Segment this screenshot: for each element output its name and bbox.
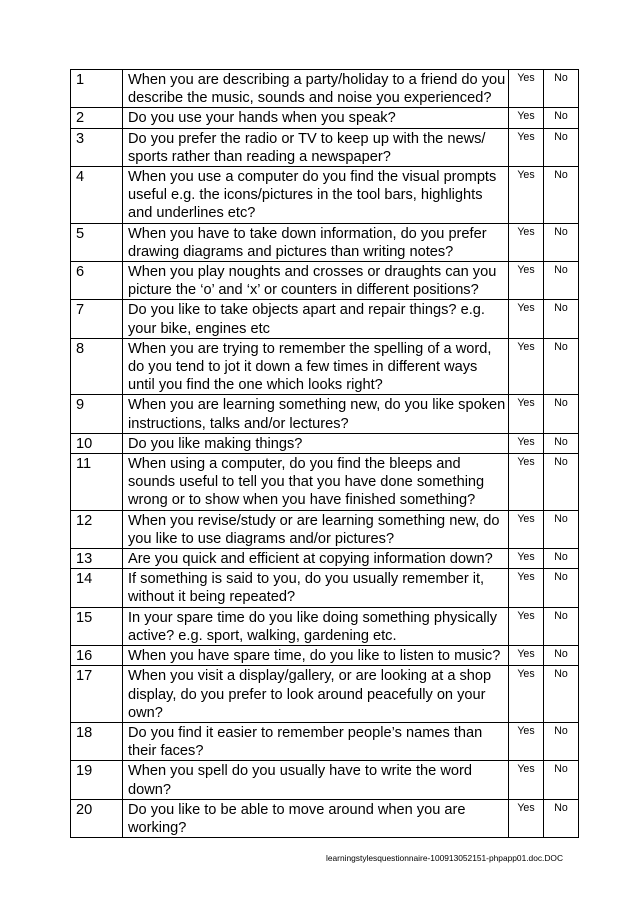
no-option[interactable]: No — [544, 300, 579, 338]
no-option[interactable]: No — [544, 262, 579, 300]
yes-option[interactable]: Yes — [509, 433, 544, 453]
table-row — [71, 338, 579, 395]
question-text: When you play noughts and crosses or draughts can you picture the ‘o’ and ‘x’ or counters in different positions? — [123, 262, 509, 300]
question-number: 7 — [71, 300, 123, 338]
no-option[interactable]: No — [544, 666, 579, 723]
question-text: When using a computer, do you find the bleeps and sounds useful to tell you that you have done something wrong or to show when you have finished something? — [123, 454, 509, 511]
table-row — [71, 549, 579, 569]
yes-option[interactable]: Yes — [509, 761, 544, 799]
question-number: 17 — [71, 666, 123, 723]
table-row — [71, 722, 579, 760]
question-number: 2 — [71, 108, 123, 128]
no-option[interactable]: No — [544, 108, 579, 128]
question-number: 19 — [71, 761, 123, 799]
question-number: 20 — [71, 799, 123, 837]
question-number: 10 — [71, 433, 123, 453]
yes-option[interactable]: Yes — [509, 167, 544, 224]
yes-option[interactable]: Yes — [509, 510, 544, 548]
yes-option[interactable]: Yes — [509, 108, 544, 128]
question-text: Do you use your hands when you speak? — [123, 108, 509, 128]
table-row — [71, 70, 579, 108]
yes-option[interactable]: Yes — [509, 722, 544, 760]
question-number: 8 — [71, 338, 123, 395]
yes-option[interactable]: Yes — [509, 395, 544, 433]
question-number: 14 — [71, 569, 123, 607]
question-number: 6 — [71, 262, 123, 300]
table-row — [71, 646, 579, 666]
question-number: 12 — [71, 510, 123, 548]
no-option[interactable]: No — [544, 128, 579, 166]
yes-option[interactable]: Yes — [509, 646, 544, 666]
table-row — [71, 454, 579, 511]
table-row — [71, 262, 579, 300]
question-number: 4 — [71, 167, 123, 224]
table-row — [71, 223, 579, 261]
question-number: 1 — [71, 70, 123, 108]
table-row — [71, 761, 579, 799]
table-row — [71, 666, 579, 723]
question-text: Do you like making things? — [123, 433, 509, 453]
question-text: When you spell do you usually have to write the word down? — [123, 761, 509, 799]
question-number: 16 — [71, 646, 123, 666]
question-text: When you are trying to remember the spelling of a word, do you tend to jot it down a few times in different ways until you find the one which looks right? — [123, 338, 509, 395]
no-option[interactable]: No — [544, 646, 579, 666]
question-text: When you have spare time, do you like to listen to music? — [123, 646, 509, 666]
yes-option[interactable]: Yes — [509, 799, 544, 837]
table-row — [71, 569, 579, 607]
question-number: 3 — [71, 128, 123, 166]
table-row — [71, 799, 579, 837]
no-option[interactable]: No — [544, 454, 579, 511]
yes-option[interactable]: Yes — [509, 666, 544, 723]
yes-option[interactable]: Yes — [509, 607, 544, 645]
no-option[interactable]: No — [544, 223, 579, 261]
question-text: When you revise/study or are learning something new, do you like to use diagrams and/or pictures? — [123, 510, 509, 548]
footer-filename: learningstylesquestionnaire-100913052151-phpapp01.doc.DOC — [326, 853, 563, 863]
table-row — [71, 607, 579, 645]
question-number: 11 — [71, 454, 123, 511]
question-text: When you use a computer do you find the visual prompts useful e.g. the icons/pictures in the tool bars, highlights and underlines etc? — [123, 167, 509, 224]
yes-option[interactable]: Yes — [509, 549, 544, 569]
no-option[interactable]: No — [544, 338, 579, 395]
question-text: Do you like to be able to move around when you are working? — [123, 799, 509, 837]
yes-option[interactable]: Yes — [509, 70, 544, 108]
yes-option[interactable]: Yes — [509, 223, 544, 261]
no-option[interactable]: No — [544, 607, 579, 645]
no-option[interactable]: No — [544, 395, 579, 433]
question-number: 9 — [71, 395, 123, 433]
yes-option[interactable]: Yes — [509, 569, 544, 607]
question-number: 18 — [71, 722, 123, 760]
question-text: Are you quick and efficient at copying information down? — [123, 549, 509, 569]
no-option[interactable]: No — [544, 70, 579, 108]
no-option[interactable]: No — [544, 433, 579, 453]
no-option[interactable]: No — [544, 722, 579, 760]
question-text: When you visit a display/gallery, or are looking at a shop display, do you prefer to look around peacefully on your own? — [123, 666, 509, 723]
yes-option[interactable]: Yes — [509, 128, 544, 166]
questionnaire-table-body — [71, 70, 579, 838]
questionnaire-sheet — [70, 69, 568, 838]
question-number: 5 — [71, 223, 123, 261]
table-row — [71, 510, 579, 548]
no-option[interactable]: No — [544, 761, 579, 799]
table-row — [71, 395, 579, 433]
questionnaire-table — [70, 69, 579, 838]
table-row — [71, 108, 579, 128]
table-row — [71, 167, 579, 224]
no-option[interactable]: No — [544, 799, 579, 837]
question-text: When you have to take down information, do you prefer drawing diagrams and pictures than writing notes? — [123, 223, 509, 261]
yes-option[interactable]: Yes — [509, 262, 544, 300]
no-option[interactable]: No — [544, 510, 579, 548]
no-option[interactable]: No — [544, 569, 579, 607]
question-number: 13 — [71, 549, 123, 569]
no-option[interactable]: No — [544, 167, 579, 224]
question-number: 15 — [71, 607, 123, 645]
table-row — [71, 128, 579, 166]
no-option[interactable]: No — [544, 549, 579, 569]
yes-option[interactable]: Yes — [509, 300, 544, 338]
question-text: Do you like to take objects apart and repair things? e.g. your bike, engines etc — [123, 300, 509, 338]
question-text: Do you find it easier to remember people’s names than their faces? — [123, 722, 509, 760]
yes-option[interactable]: Yes — [509, 338, 544, 395]
question-text: If something is said to you, do you usually remember it, without it being repeated? — [123, 569, 509, 607]
table-row — [71, 433, 579, 453]
question-text: Do you prefer the radio or TV to keep up with the news/ sports rather than reading a newspaper? — [123, 128, 509, 166]
question-text: In your spare time do you like doing something physically active? e.g. sport, walking, gardening etc. — [123, 607, 509, 645]
question-text: When you are describing a party/holiday to a friend do you describe the music, sounds and noise you experienced? — [123, 70, 509, 108]
question-text: When you are learning something new, do you like spoken instructions, talks and/or lectures? — [123, 395, 509, 433]
yes-option[interactable]: Yes — [509, 454, 544, 511]
table-row — [71, 300, 579, 338]
